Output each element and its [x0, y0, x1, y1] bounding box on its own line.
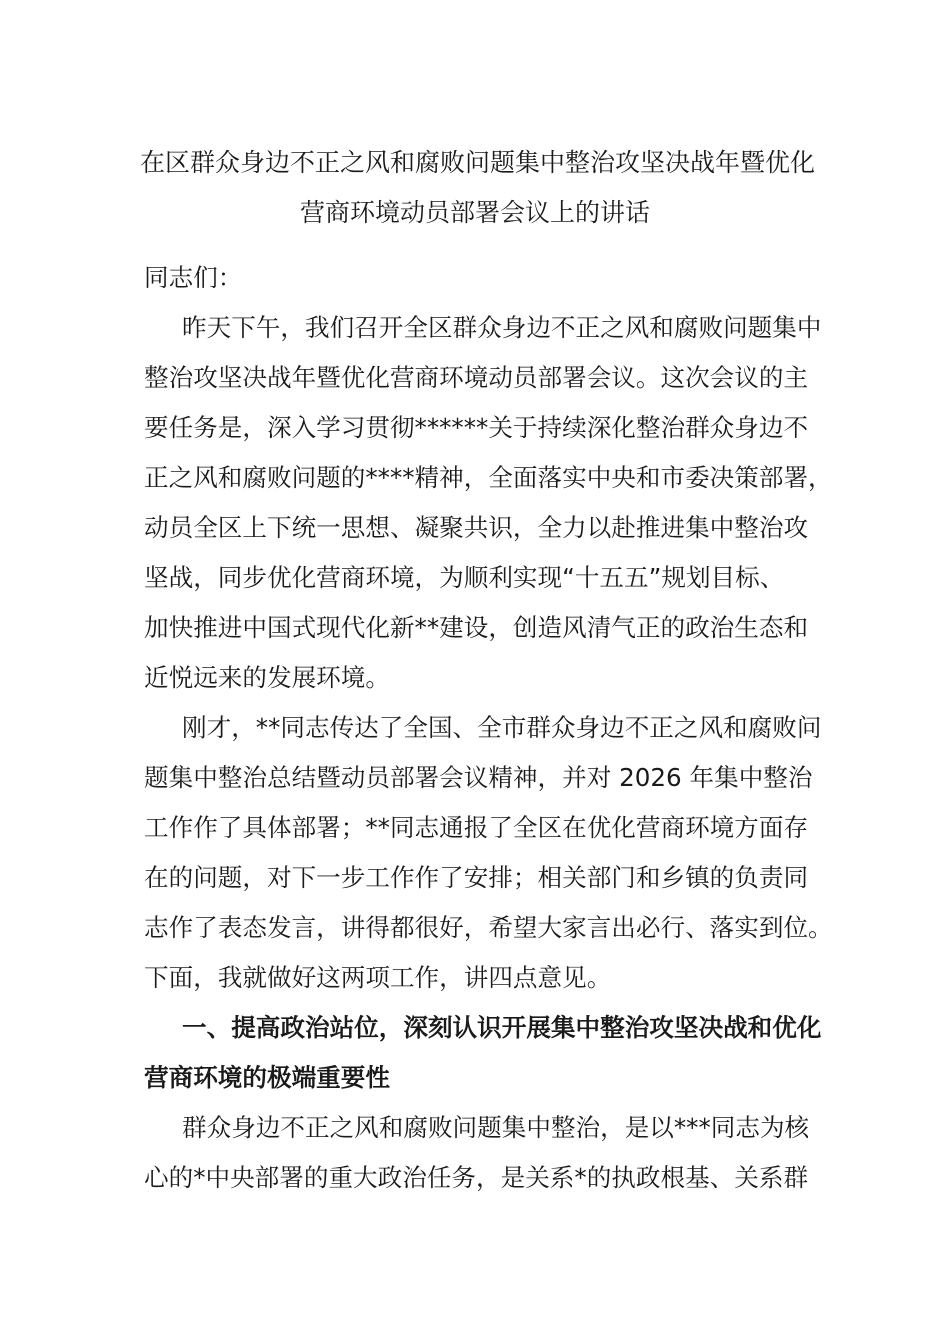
paragraph-line: 群众身边不正之风和腐败问题集中整治，是以***同志为核 [182, 1113, 810, 1142]
paragraph-line: 在的问题，对下一步工作作了安排；相关部门和乡镇的负责同 [144, 863, 809, 892]
paragraph-line: 坚战，同步优化营商环境，为顺利实现“十五五”规划目标、 [144, 563, 785, 592]
paragraph-line: 工作作了具体部署；**同志通报了全区在优化营商环境方面存 [144, 813, 809, 842]
salutation: 同志们： [144, 263, 243, 292]
paragraph-line: 刚才，**同志传达了全国、全市群众身边不正之风和腐败问 [182, 713, 822, 742]
paragraph-line: 加快推进中国式现代化新**建设，创造风清气正的政治生态和 [144, 613, 809, 642]
paragraph-line: 整治攻坚决战年暨优化营商环境动员部署会议。这次会议的主 [144, 363, 809, 392]
paragraph-line: 心的*中央部署的重大政治任务，是关系*的执政根基、关系群 [144, 1163, 809, 1192]
heading-line: 营商环境的极端重要性 [144, 1063, 390, 1092]
paragraph-line: 动员全区上下统一思想、凝聚共识，全力以赴推进集中整治攻 [144, 513, 809, 542]
paragraph-line: 正之风和腐败问题的****精神，全面落实中央和市委决策部署， [144, 463, 833, 492]
heading-line: 一、提高政治站位，深刻认识开展集中整治攻坚决战和优化 [182, 1013, 822, 1042]
document-title-line-1: 在区群众身边不正之风和腐败问题集中整治攻坚决战年暨优化 [140, 148, 816, 177]
paragraph-line: 要任务是，深入学习贯彻******关于持续深化整治群众身边不 [144, 413, 809, 442]
paragraph-line: 昨天下午，我们召开全区群众身边不正之风和腐败问题集中 [182, 313, 822, 342]
paragraph-line: 志作了表态发言，讲得都很好，希望大家言出必行、落实到位。 [144, 913, 833, 942]
paragraph-line: 题集中整治总结暨动员部署会议精神，并对 2026 年集中整治 [144, 763, 813, 792]
paragraph-line: 近悦远来的发展环境。 [144, 663, 390, 692]
paragraph-line: 下面，我就做好这两项工作，讲四点意见。 [144, 963, 612, 992]
document-title-line-2: 营商环境动员部署会议上的讲话 [299, 198, 650, 227]
